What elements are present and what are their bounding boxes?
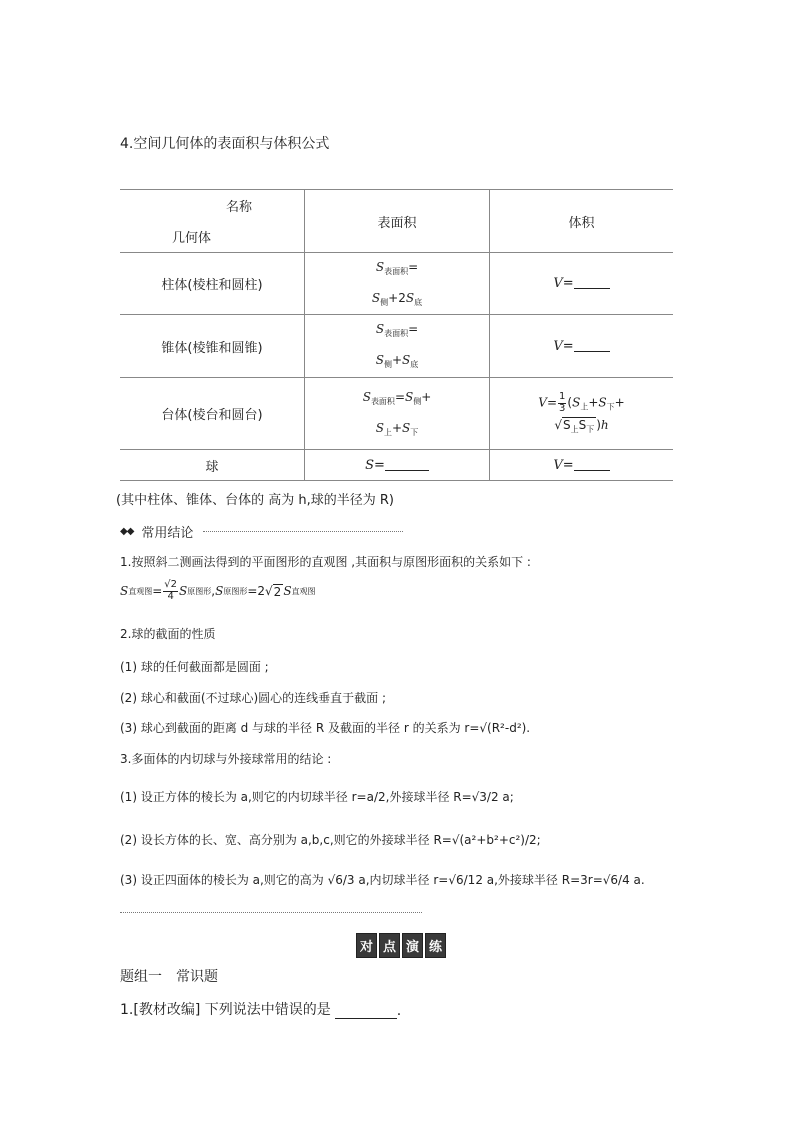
diamond-icon: ◆◆ — [120, 526, 134, 537]
header-name-label: 名称 — [226, 200, 253, 215]
row-area: $S_{表面积}=S_侧+$ $S_上+S_下$ — [305, 378, 490, 450]
practice-badge — [355, 933, 447, 958]
row-name: 锥体(棱锥和圆锥) — [120, 315, 305, 378]
row-name: 台体(棱台和圆台) — [120, 378, 305, 450]
item-3-3: (3) 设正四面体的棱长为 a,则它的高为 √6/3 a,内切球半径 r=√6/12 a,外接球半径 R=3r=√6/4 a. — [120, 873, 645, 887]
header-volume: 体积 — [490, 190, 674, 253]
item-2-2: (2) 球心和截面(不过球心)圆心的连线垂直于截面 ; — [120, 691, 387, 705]
section-divider — [120, 912, 422, 913]
row-name: 球 — [120, 450, 305, 481]
badge-char: 练 — [425, 933, 446, 958]
table-header-corner — [120, 190, 305, 253]
row-volume: V= — [490, 450, 674, 481]
row-volume: V= — [490, 315, 674, 378]
row-area: $S_{表面积}=$ $S_侧+2S_底$ — [305, 253, 490, 315]
item-1-formula: S 直观图 = $\frac{√2}{4}$ S 原图形 , S 原图形 =2√ 2 S 直观图 — [120, 579, 316, 602]
item-1: 1.按照斜二测画法得到的平面图形的直观图 ,其面积与原图形面积的关系如下 : — [120, 555, 531, 569]
conclusions-title: 常用结论 — [141, 526, 194, 541]
heading-divider — [203, 531, 403, 532]
header-solid-label: 几何体 — [172, 231, 212, 246]
formula-table — [120, 189, 673, 481]
section-title: 4.空间几何体的表面积与体积公式 — [120, 136, 330, 152]
table-row — [120, 450, 673, 481]
row-volume: V= — [490, 253, 674, 315]
row-name: 柱体(棱柱和圆柱) — [120, 253, 305, 315]
row-area: S= — [305, 450, 490, 481]
item-3: 3.多面体的内切球与外接球常用的结论 : — [120, 752, 332, 766]
item-2: 2.球的截面的性质 — [120, 627, 216, 641]
item-3-1: (1) 设正方体的棱长为 a,则它的内切球半径 r=a/2,外接球半径 R=√3/2 a; — [120, 790, 514, 804]
table-row — [120, 378, 673, 450]
answer-blank[interactable] — [335, 1006, 397, 1019]
badge-char: 演 — [402, 933, 423, 958]
question-1: 1.[教材改编] 下列说法中错误的是 . — [120, 999, 401, 1019]
badge-char: 点 — [379, 933, 400, 958]
row-area: $S_{表面积}=$ $S_侧+S_底$ — [305, 315, 490, 378]
item-2-1: (1) 球的任何截面都是圆面 ; — [120, 660, 269, 674]
table-note: (其中柱体、锥体、台体的 高为 h,球的半径为 R) — [116, 493, 394, 508]
item-2-3: (3) 球心到截面的距离 d 与球的半径 R 及截面的半径 r 的关系为 r=√(R²-d²). — [120, 721, 531, 735]
item-3-2: (2) 设长方体的长、宽、高分别为 a,b,c,则它的外接球半径 R=√(a²+b²+c²)/2; — [120, 833, 541, 847]
table-row — [120, 253, 673, 315]
group-title: 题组一 常识题 — [120, 969, 218, 985]
row-volume: V= $\frac{1}{3}$ ($S_上+S_下+$ $√S_上S_下$ )h — [490, 378, 674, 450]
question-1-text: 1.[教材改编] 下列说法中错误的是 — [120, 1002, 331, 1018]
badge-char: 对 — [356, 933, 377, 958]
header-area: 表面积 — [305, 190, 490, 253]
table-row — [120, 315, 673, 378]
conclusions-heading — [120, 522, 403, 541]
